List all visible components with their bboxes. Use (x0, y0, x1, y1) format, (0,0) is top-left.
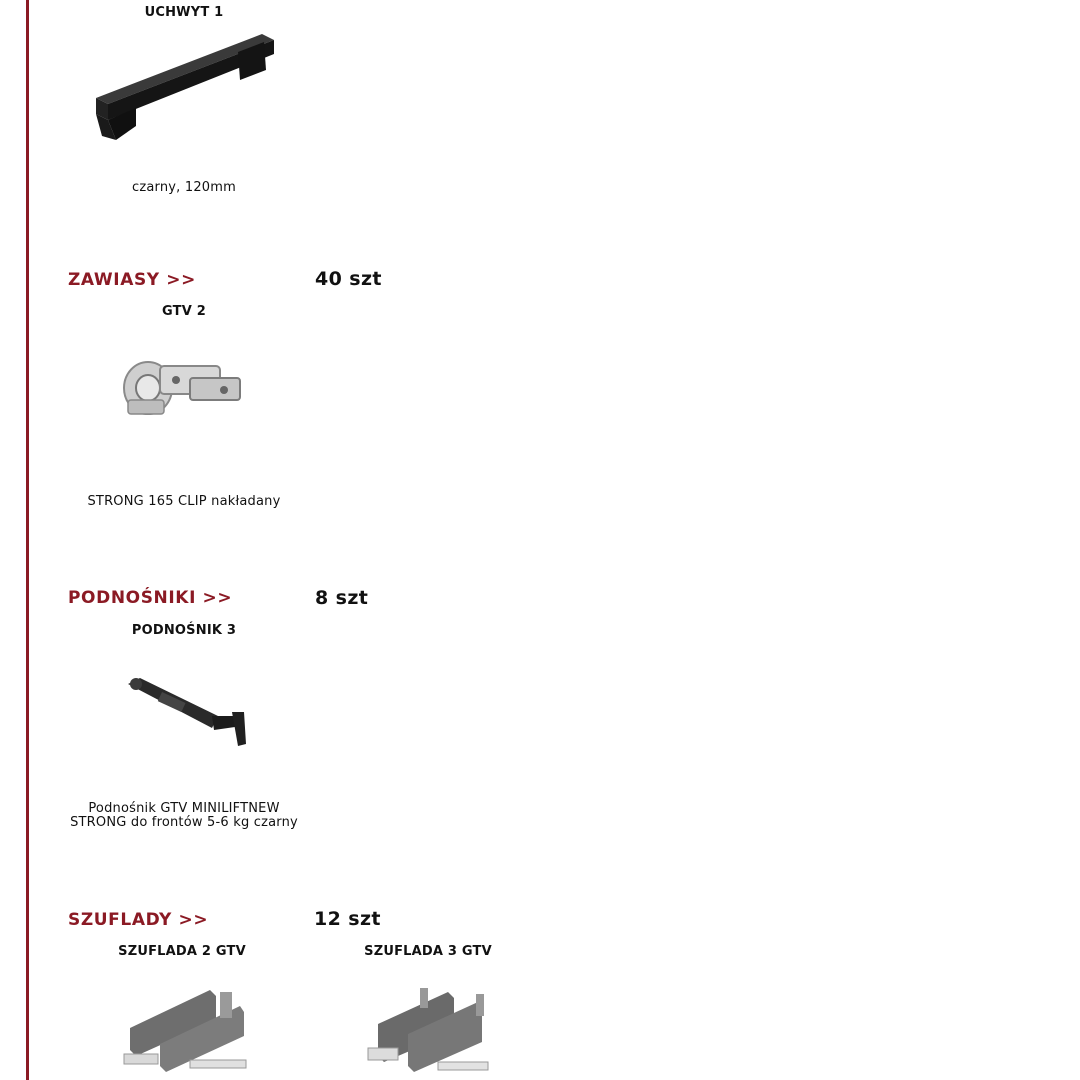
section-title-podnosniki[interactable]: PODNOŚNIKI >> (68, 588, 233, 608)
quantity-podnosniki: 8 szt (315, 587, 369, 609)
product-desc-uchwyt-1: czarny, 120mm (132, 180, 236, 195)
quantity-zawiasy: 40 szt (315, 268, 382, 290)
product-title-szuflada-3-gtv: SZUFLADA 3 GTV (364, 944, 492, 959)
section-title-szuflady[interactable]: SZUFLADY >> (68, 910, 209, 930)
product-desc-gtv-2: STRONG 165 CLIP nakładany (87, 494, 281, 509)
handle-image (88, 28, 278, 150)
product-desc-podnosnik-3: Podnośnik GTV MINILIFTNEW STRONG do frontów 5-6 kg czarny (70, 801, 298, 830)
left-accent-rule (26, 0, 29, 1080)
section-title-zawiasy[interactable]: ZAWIASY >> (68, 270, 196, 290)
hinge-image (120, 348, 250, 424)
drawer-kit-image-2 (364, 984, 494, 1080)
drawer-kit-image-1 (120, 984, 250, 1080)
product-title-uchwyt-1: UCHWYT 1 (144, 5, 224, 20)
product-title-podnosnik-3: PODNOŚNIK 3 (131, 623, 237, 638)
lift-image (122, 672, 252, 752)
product-title-gtv-2: GTV 2 (162, 304, 206, 319)
product-title-szuflada-2-gtv: SZUFLADA 2 GTV (118, 944, 246, 959)
quantity-szuflady: 12 szt (314, 908, 381, 930)
